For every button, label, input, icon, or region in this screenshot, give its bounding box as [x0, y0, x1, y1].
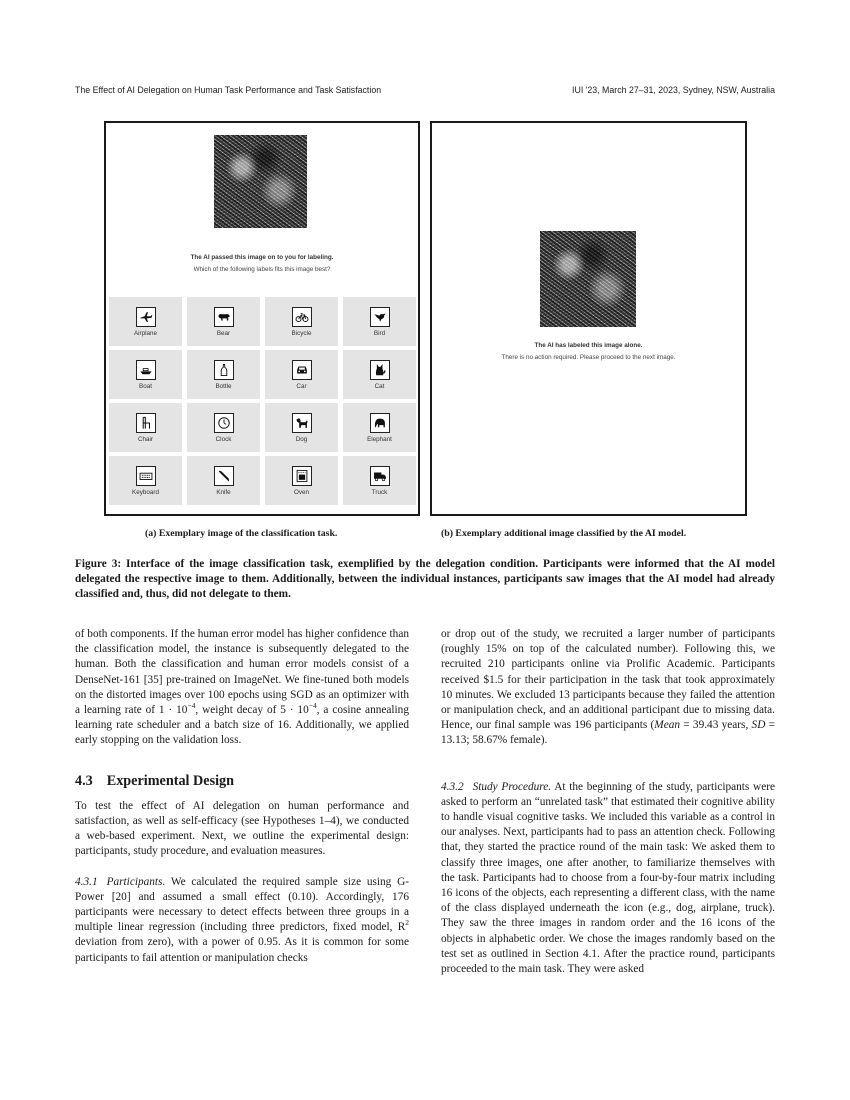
label-option-bear[interactable] [187, 297, 260, 346]
icon-label: Truck [371, 489, 388, 496]
label-option-elephant[interactable] [343, 403, 416, 452]
icon-label: Elephant [367, 436, 392, 443]
label-icon-grid [109, 297, 415, 507]
label-option-car[interactable] [265, 350, 338, 399]
delegation-prompt: The AI passed this image on to you for labeling. [190, 254, 334, 261]
icon-label: Bicycle [291, 330, 312, 337]
figure-caption: Figure 3: Interface of the image classification task, exemplified by the delegation condition. Participants were informed that the AI model delegated the respective image to them. Additionally, between the individual instances, participants saw images that the AI model had already classified and, thus, did not delegate to them. [75, 558, 775, 601]
subcaption-b: (b) Exemplary additional image classified by the AI model. [441, 528, 687, 539]
label-option-boat[interactable] [109, 350, 182, 399]
icon-label: Bottle [215, 383, 232, 390]
oven-icon [292, 466, 312, 486]
airplane-icon [136, 307, 156, 327]
ai-labeled-notice: The AI has labeled this image alone. [534, 342, 643, 349]
icon-label: Clock [215, 436, 232, 443]
boat-icon [136, 360, 156, 380]
right-column [441, 625, 775, 977]
elephant-icon [370, 413, 390, 433]
label-option-keyboard[interactable] [109, 456, 182, 505]
no-action-notice: There is no action required. Please proceed to the next image. [501, 354, 676, 361]
icon-label: Bird [373, 330, 386, 337]
keyboard-icon [136, 466, 156, 486]
label-option-bicycle[interactable] [265, 297, 338, 346]
label-option-dog[interactable] [265, 403, 338, 452]
figure-panel-b [430, 121, 747, 516]
cat-icon [370, 360, 390, 380]
noisy-image-b [540, 231, 636, 327]
label-option-cat[interactable] [343, 350, 416, 399]
bear-icon [214, 307, 234, 327]
paragraph: of both components. If the human error model has higher confidence than the classification model, the instance is subsequently delegated to the human. Both the classification and human error models consist of a DenseNet-161 [35] pre-trained on ImageNet. We fine-tuned both models on the distorted images over 100 epochs using SGD as an optimizer with a learning rate of $1 \cdot 10^{-4}$, weight decay of $5 \cdot 10^{-4}$, a cosine annealing learning rate scheduler and a batch size of 16. Additionally, we applied early stopping on the validation loss. [75, 628, 409, 747]
label-option-truck[interactable] [343, 456, 416, 505]
label-question: Which of the following labels fits this image best? [193, 266, 331, 273]
icon-label: Chair [137, 436, 154, 443]
header-venue: IUI '23, March 27–31, 2023, Sydney, NSW, Australia [572, 85, 775, 95]
paragraph: or drop out of the study, we recruited a larger number of participants (roughly 15% on top of the calculated number). Following this, we recruited 210 participants online via Prolific Academic. Participants received $1.5 for their participation in the task that took approximately 10 minutes. We excluded 13 participants because they failed the attention or manipulation check, and an additional participant due to missing data. Hence, our final sample was 196 participants (Mean = 39.43 years, SD = 13.13; 58.67% female). [441, 628, 775, 747]
label-option-chair[interactable] [109, 403, 182, 452]
icon-label: Cat [374, 383, 385, 390]
subsection-participants: 4.3.1 Participants. We calculated the required sample size using G-Power [20] and assumed a small effect (0.10). Accordingly, 176 participants were necessary to detect effects between three groups in a multiple linear regression (including three predictors, fixed model, $R^2$ deviation from zero), with a power of 0.95. As it is common for some participants to fail attention or manipulation checks [75, 875, 409, 964]
figure-panel-a [104, 121, 420, 516]
label-option-bottle[interactable] [187, 350, 260, 399]
label-option-airplane[interactable] [109, 297, 182, 346]
subsection-study-procedure: 4.3.2 Study Procedure. At the beginning of the study, participants were asked to perform an “unrelated task” that estimated their cognitive ability to handle visual cognitive tasks. We included this variable as a control in our analyses. Next, participants had to pass an attention check. Following that, they started the practice round of the main task: We asked them to classify three images, one after another, to familiarize themselves with the task. Participants had to choose from a four-by-four matrix including 16 icons of the objects, each representing a different class, with the name of the class displayed underneath the icon (e.g., dog, airplane, truck). They saw the three images in random order and the 16 icons of the objects in alphabetic order. We chose the images randomly based on the test set as outlined in Section 4.1. After the practice round, participants proceeded to the main task. They were asked [441, 780, 776, 976]
icon-label: Bear [216, 330, 231, 337]
label-option-oven[interactable] [265, 456, 338, 505]
icon-label: Dog [295, 436, 308, 443]
icon-label: Boat [139, 383, 152, 390]
icon-label: Oven [293, 489, 310, 496]
icon-label: Knife [216, 489, 231, 496]
icon-label: Car [296, 383, 307, 390]
section-heading: 4.3 Experimental Design [75, 772, 235, 789]
chair-icon [136, 413, 156, 433]
paragraph: To test the effect of AI delegation on human performance and satisfaction, as well as self-efficacy (see Hypotheses 1–4), we conducted a web-based experiment. Next, we outline the experimental design: participants, study procedure, and evaluation measures. [75, 799, 409, 858]
bird-icon [370, 307, 390, 327]
left-column [75, 625, 409, 966]
icon-label: Keyboard [132, 489, 159, 496]
bottle-icon [214, 360, 234, 380]
subcaption-a: (a) Exemplary image of the classification task. [145, 528, 338, 539]
dog-icon [292, 413, 312, 433]
label-option-knife[interactable] [187, 456, 260, 505]
truck-icon [370, 466, 390, 486]
label-option-bird[interactable] [343, 297, 416, 346]
noisy-image-a [214, 135, 307, 228]
header-title: The Effect of AI Delegation on Human Task Performance and Task Satisfaction [75, 85, 382, 95]
car-icon [292, 360, 312, 380]
bicycle-icon [292, 307, 312, 327]
label-option-clock[interactable] [187, 403, 260, 452]
knife-icon [214, 466, 234, 486]
clock-icon [214, 413, 234, 433]
icon-label: Airplane [133, 330, 158, 337]
